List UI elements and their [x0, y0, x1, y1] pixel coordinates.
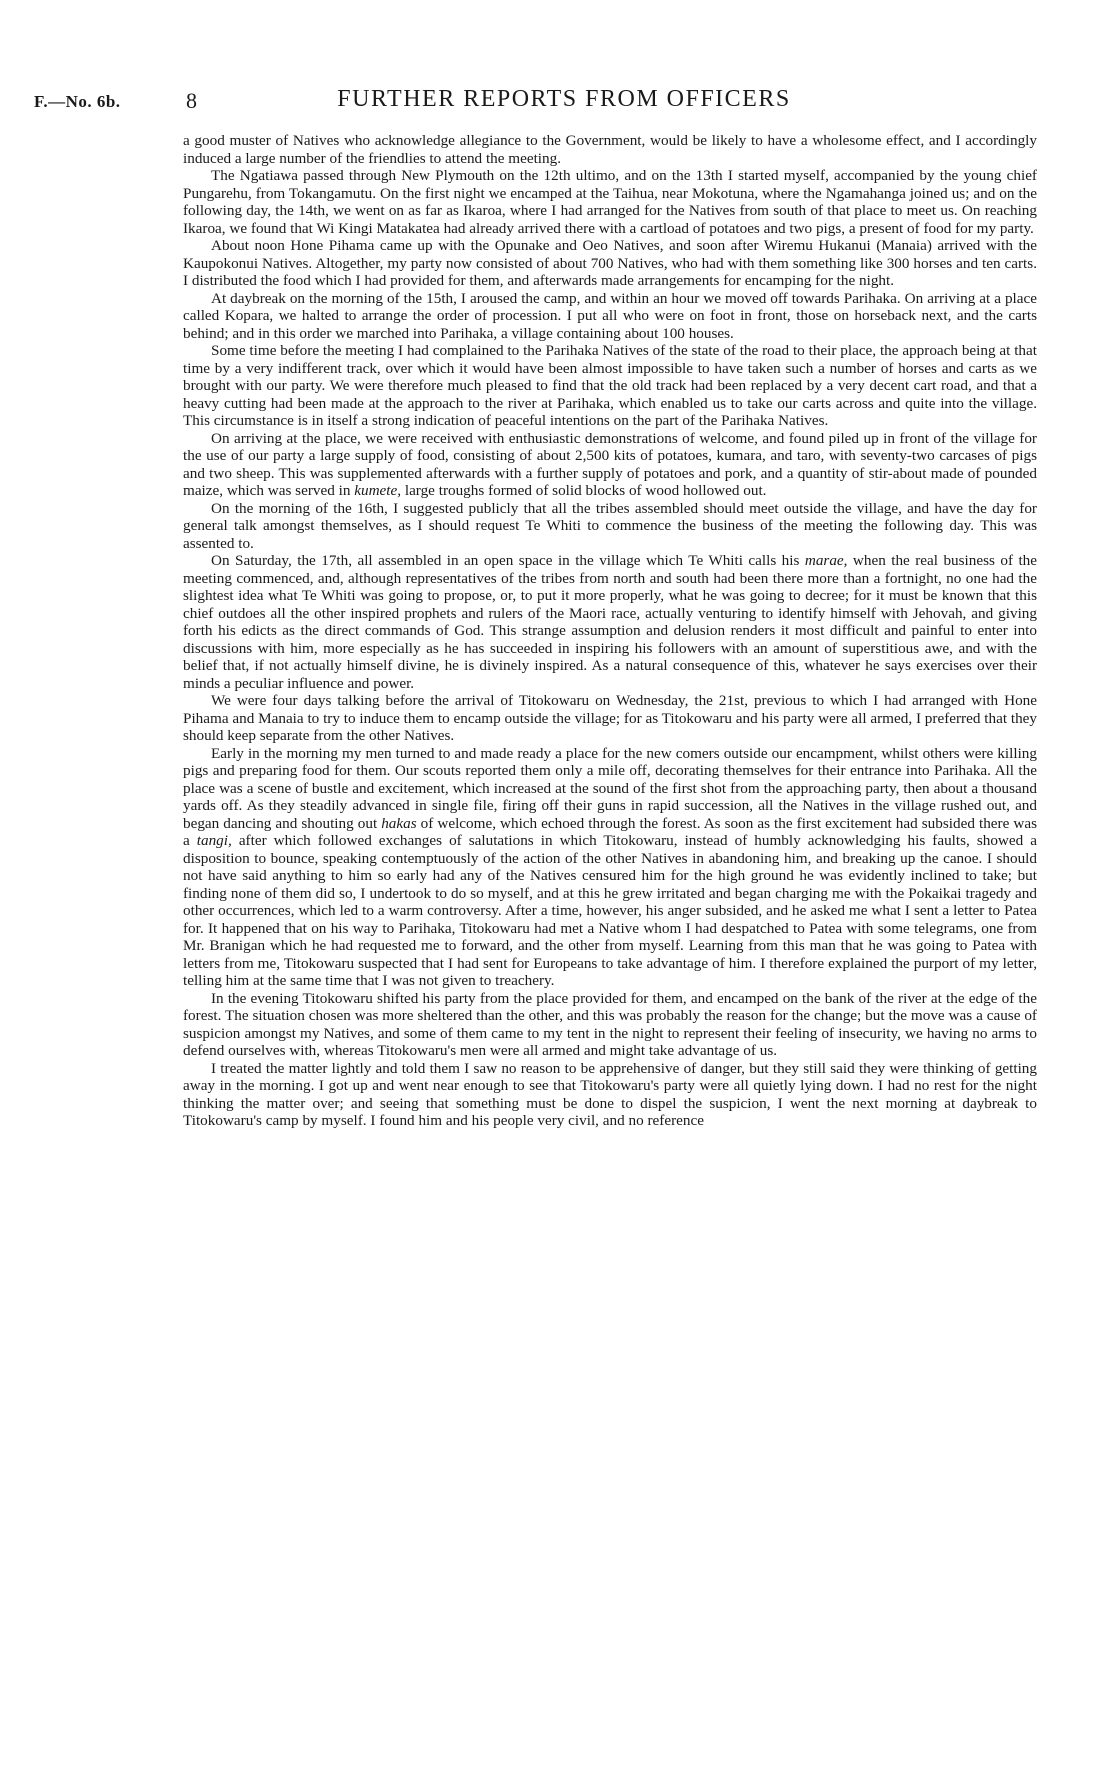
paragraph-text: In the evening Titokowaru shifted his party from the place provided for them, and encamped on the bank of the river at the edge of the forest. The situation chosen was more sheltered than the other, and this was probably the reason for the change; but the move was a cause of suspicion amongst my Natives, and some of them came to my tent in the night to represent their feeling of insecurity, we having no arms to defend ourselves with, whereas Titokowaru's men were all armed and might take advantage of us. [183, 989, 1037, 1059]
paragraph-text: of welcome, which echoed through the forest. As soon as the first excitement had subsided there was a [183, 814, 1037, 849]
paragraph [183, 552, 1037, 692]
paragraph [183, 290, 1037, 343]
paragraph-text: On the morning of the 16th, I suggested publicly that all the tribes assembled should meet outside the village, and have the day for general talk amongst themselves, as I should request Te Whiti to commence the business of the meeting the following day. This was assented to. [183, 499, 1037, 552]
italic-term: kumete, [354, 482, 402, 499]
paragraph-text: About noon Hone Pihama came up with the Opunake and Oeo Natives, and soon after Wiremu Hukanui (Manaia) arrived with the Kaupokonui Natives. Altogether, my party now consisted of about 700 Natives, who had with them something like 300 horses and ten carts. I distributed the food which I had provided for them, and afterwards made arrangements for encamping for the night. [183, 237, 1037, 289]
paragraph-text: On Saturday, the 17th, all assembled in an open space in the village which Te Whiti calls his [211, 552, 805, 569]
page-header [34, 86, 1034, 120]
paragraph [183, 1060, 1037, 1130]
paragraph-text: Early in the morning my men turned to and made ready a place for the new comers outside our encampment, whilst others were killing pigs and preparing food for them. Our scouts reported them only a mile off, decorating themselves for their entrance into Parihaka. All the place was a scene of bustle and excitement, which increased at the sound of the first shot from the approaching party, then about a thousand yards off. As they steadily advanced in single file, firing off their guns in rapid succession, all the Natives in the village rushed out, and began dancing and shouting out [183, 744, 1037, 832]
paragraph [183, 692, 1037, 745]
paragraph-text: I treated the matter lightly and told them I saw no reason to be apprehensive of danger, but they still said they were thinking of getting away in the morning. I got up and went near enough to see that Titokowaru's party were all quietly lying down. I had no rest for the night thinking the matter over; and seeing that something must be done to dispel the suspicion, I went the next morning at daybreak to Titokowaru's camp by myself. I found him and his people very civil, and no reference [183, 1059, 1037, 1129]
paragraph-text: when the real business of the meeting commenced, and, although representatives of the tribes from north and south had been there more than a fortnight, no one had the slightest idea what Te Whiti was going to propose, or, to put it more properly, what he was going to decree; for it must be known that this chief outdoes all the other inspired prophets and rulers of the Maori race, actually venturing to identify himself with Jehovah, and giving forth his edicts as the direct commands of God. This strange assumption and delusion renders it most difficult and painful to enter into discussions with him, more especially as he has succeeded in inspiring his followers with an amount of superstitious awe, and with the belief that, if not actually himself divine, he is divinely inspired. As a natural consequence of this, whatever he says exercises over their minds a peculiar influence and power. [183, 552, 1038, 692]
italic-term: tangi, [196, 832, 232, 849]
paragraph [183, 745, 1037, 990]
paragraph-text: Some time before the meeting I had complained to the Parihaka Natives of the state of the road to their place, the approach being at that time by a very indifferent track, over which it would have been almost impossible to have taken such a number of horses and carts as we brought with our party. We were therefore much pleased to find that the old track had been replaced by a very decent cart road, and that a heavy cutting had been made at the approach to the river at Parihaka, which enabled us to take our carts across and quite into the village. This circumstance is in itself a strong indication of peaceful intentions on the part of the Parihaka Natives. [183, 342, 1037, 429]
document-reference: F.—No. 6b. [34, 92, 121, 111]
paragraph [183, 990, 1037, 1060]
page-number: 8 [186, 88, 197, 113]
italic-term: hakas [381, 814, 417, 832]
paragraph [183, 342, 1037, 430]
paragraph-text: We were four days talking before the arrival of Titokowaru on Wednesday, the 21st, previous to which I had arranged with Hone Pihama and Manaia to try to induce them to encamp outside the village; for as Titokowaru and his party were all armed, I preferred that they should keep separate from the other Natives. [183, 692, 1037, 744]
paragraph-text: a good muster of Natives who acknowledge allegiance to the Government, would be likely to have a wholesome effect, and I accordingly induced a large number of the friendlies to attend the meeting. [183, 132, 1037, 167]
paragraph [183, 430, 1037, 500]
running-title: FURTHER REPORTS FROM OFFICERS [337, 86, 791, 112]
paragraph [183, 132, 1037, 167]
paragraph [183, 237, 1037, 290]
paragraph-text: The Ngatiawa passed through New Plymouth on the 12th ultimo, and on the 13th I started myself, accompanied by the young chief Pungarehu, from Tokangamutu. On the first night we encamped at the Taihua, near Mokotuna, where the Ngamahanga joined us; and on the following day, the 14th, we went on as far as Ikaroa, where I had arranged for the Natives from south of that place to meet us. On reaching Ikaroa, we found that Wi Kingi Matakatea had already arrived there with a cartload of potatoes and two pigs, a present of food for my party. [183, 167, 1037, 237]
body-text [183, 132, 1037, 1130]
paragraph-text: after which followed exchanges of salutations in which Titokowaru, instead of humbly acknowledging his faults, showed a disposition to bounce, speaking contemptuously of the action of the other Natives in abandoning him, and breaking up the canoe. I should not have said anything to him so early had any of the Natives censured him for the high ground he was evidently inclined to take; but finding none of them did so, I undertook to do so myself, and at this he grew irritated and began charging me with the Pokaikai tragedy and other occurrences, which led to a warm controversy. After a time, however, his anger subsided, and he asked me what I sent a letter to Patea for. It happened that on his way to Parihaka, Titokowaru had met a Native whom I had despatched to Patea with some telegrams, one from Mr. Branigan which he had requested me to forward, and the other from myself. Learning from this man that he was going to Patea with letters from me, Titokowaru suspected that I had sent for Europeans to take advantage of him. I therefore explained the purport of my letter, telling him at the same time that I was not given to treachery. [183, 832, 1037, 989]
paragraph-text: large troughs formed of solid blocks of wood hollowed out. [401, 482, 767, 499]
italic-term: marae, [804, 552, 848, 569]
paragraph-text: On arriving at the place, we were received with enthusiastic demonstrations of welcome, and found piled up in front of the village for the use of our party a large supply of food, consisting of about 2,500 kits of potatoes, kumara, and taro, with seventy-two carcases of pigs and two sheep. This was supplemented afterwards with a further supply of potatoes and pork, and a quantity of stir-about made of pounded maize, which was served in [183, 429, 1037, 499]
paragraph-text: At daybreak on the morning of the 15th, I aroused the camp, and within an hour we moved off towards Parihaka. On arriving at a place called Kopara, we halted to arrange the order of procession. I put all who were on foot in front, those on horseback next, and the carts behind; and in this order we marched into Parihaka, a village containing about 100 houses. [183, 289, 1037, 342]
paragraph [183, 500, 1037, 553]
paragraph [183, 167, 1037, 237]
